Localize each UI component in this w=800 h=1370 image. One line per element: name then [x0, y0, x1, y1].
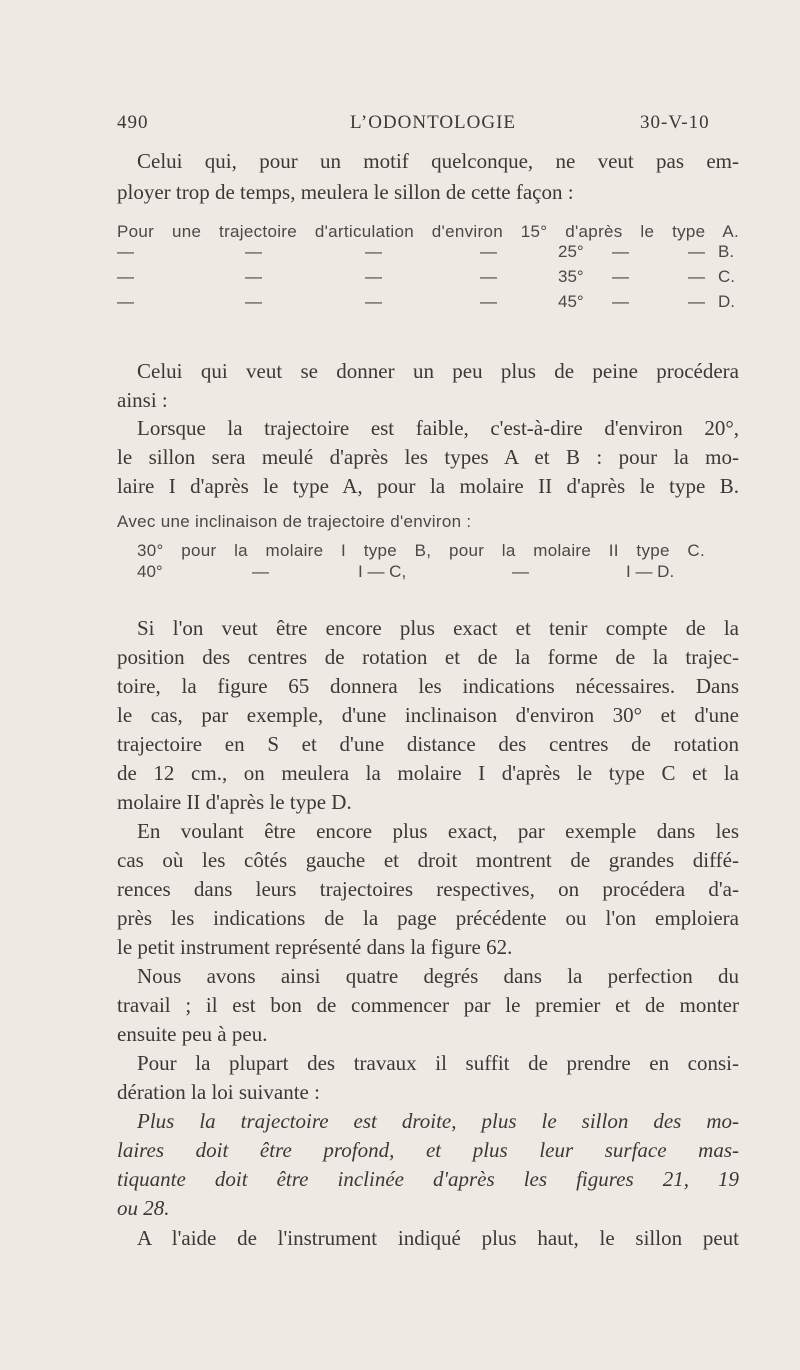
- text-line: laire I d'après le type A, pour la molaire II d'après le type B.: [117, 474, 739, 498]
- text-line: position des centres de rotation et de la forme de la trajec-: [117, 645, 739, 669]
- text-line: cas où les côtés gauche et droit montrent de grandes diffé-: [117, 848, 739, 872]
- table1-first-line: Pour une trajectoire d'articulation d'environ 15° d'après le type A.: [117, 222, 739, 241]
- text-line: ployer trop de temps, meulera le sillon de cette façon :: [117, 180, 574, 204]
- text-line: de 12 cm., on meulera la molaire I d'après le type C et la: [117, 761, 739, 785]
- text-line: ensuite peu à peu.: [117, 1022, 268, 1046]
- text-line: Si l'on veut être encore plus exact et tenir compte de la: [137, 616, 739, 640]
- table2-row: 30° pour la molaire I type B, pour la molaire II type C.: [137, 541, 705, 560]
- text-line: toire, la figure 65 donnera les indications nécessaires. Dans: [117, 674, 739, 698]
- text-line: molaire II d'après le type D.: [117, 790, 352, 814]
- italic-law-line: tiquante doit être inclinée d'après les figures 21, 19: [117, 1167, 739, 1191]
- running-title: L’ODONTOLOGIE: [350, 112, 517, 133]
- text-line: A l'aide de l'instrument indiqué plus haut, le sillon peut: [137, 1226, 739, 1250]
- text-line: le petit instrument représenté dans la figure 62.: [117, 935, 513, 959]
- italic-law-line: laires doit être profond, et plus leur surface mas-: [117, 1138, 739, 1162]
- text-line: le sillon sera meulé d'après les types A et B : pour la mo-: [117, 445, 739, 469]
- text-line: dération la loi suivante :: [117, 1080, 320, 1104]
- italic-law-line: ou 28.: [117, 1196, 170, 1220]
- table2-intro: Avec une inclinaison de trajectoire d'environ :: [117, 512, 472, 531]
- page-number: 490: [117, 112, 149, 133]
- text-line: Nous avons ainsi quatre degrés dans la perfection du: [137, 964, 739, 988]
- issue-date: 30-V-10: [640, 112, 710, 133]
- text-line: Celui qui, pour un motif quelconque, ne veut pas em-: [137, 149, 739, 173]
- text-line: travail ; il est bon de commencer par le premier et de monter: [117, 993, 739, 1017]
- text-line: Lorsque la trajectoire est faible, c'est-à-dire d'environ 20°,: [137, 416, 739, 440]
- italic-law-line: Plus la trajectoire est droite, plus le sillon des mo-: [137, 1109, 739, 1133]
- text-line: Pour la plupart des travaux il suffit de prendre en consi-: [137, 1051, 739, 1075]
- text-line: trajectoire en S et d'une distance des centres de rotation: [117, 732, 739, 756]
- text-line: Celui qui veut se donner un peu plus de peine procédera: [137, 359, 739, 383]
- text-line: En voulant être encore plus exact, par exemple dans les: [137, 819, 739, 843]
- text-line: rences dans leurs trajectoires respectives, on procédera d'a-: [117, 877, 739, 901]
- text-line: près les indications de la page précédente ou l'on emploiera: [117, 906, 739, 930]
- text-line: ainsi :: [117, 388, 168, 412]
- text-line: le cas, par exemple, d'une inclinaison d'environ 30° et d'une: [117, 703, 739, 727]
- book-page: 490 L’ODONTOLOGIE 30-V-10 Celui qui, pour un motif quelconque, ne veut pas em- ployer trop de temps, meulera le sillon de cette façon : Pour une trajectoire d'articulation d'environ 15° d'après le type A. — — — — 25° — — B. — — — — 35° — — C. — — — — 45° — — D. Celui qui veut se donner un peu plus de peine procédera ainsi : Lorsque la trajectoire est faible, c'est-à-dire d'environ 20°, le sillon sera meulé d'après les types A et B : pour la mo- laire I d'après le type A, pour la molaire II d'après le type B. Avec une inclinaison de trajectoire d'environ : 30° pour la molaire I type B, pour la molaire II type C. 40° — I — C, — I — D. Si l'on veut être encore plus exact et tenir compte de la position des centres de rotation et de la forme de la trajec- toire, la figure 65 donnera les indications nécessaires. Dans le cas, par exemple, d'une inclinaison d'environ 30° et d'une trajectoire en S et d'une distance des centres de rotation de 12 cm., on meulera la molaire I d'après le type C et la molaire II d'après le type D. En voulant être encore plus exact, par exemple dans les cas où les côtés gauche et droit montrent de grandes diffé- rences dans leurs trajectoires respectives, on procédera d'a- près les indications de la page précédente ou l'on emploiera le petit instrument représenté dans la figure 62. Nous avons ainsi quatre degrés dans la perfection du travail ; il est bon de commencer par le premier et de monter ensuite peu à peu. Pour la plupart des travaux il suffit de prendre en consi- dération la loi suivante : Plus la trajectoire est droite, plus le sillon des mo- laires doit être profond, et plus leur surface mas- tiquante doit être inclinée d'après les figures 21, 19 ou 28. A l'aide de l'instrument indiqué plus haut, le sillon peut: [117, 112, 739, 1250]
